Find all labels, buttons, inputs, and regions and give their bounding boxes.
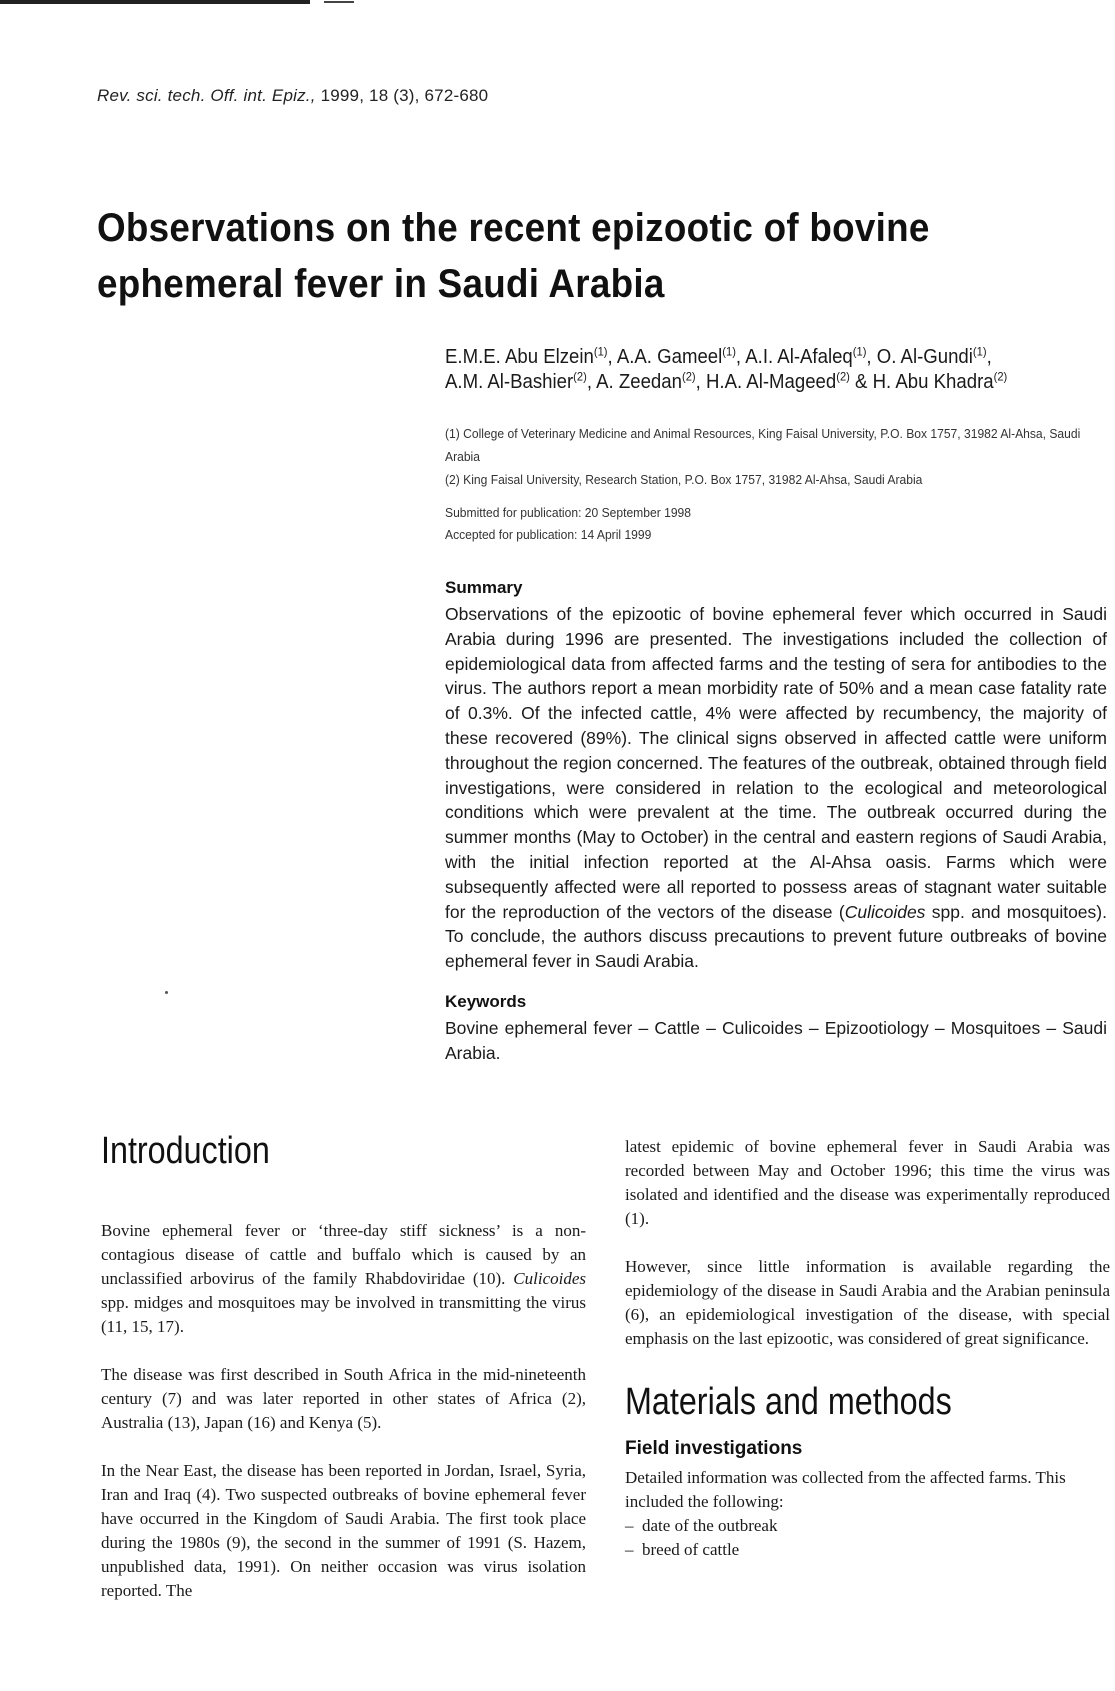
methods-heading: Materials and methods <box>625 1381 952 1423</box>
affiliation-2: (2) King Faisal University, Research Station, P.O. Box 1757, 31982 Al-Ahsa, Saudi Arabia <box>445 472 923 487</box>
accepted-date: Accepted for publication: 14 April 1999 <box>445 527 652 542</box>
right-column <box>625 1135 1110 1562</box>
author-separator: , <box>607 346 617 368</box>
intro-paragraph-5: However, since little information is available regarding the epidemiology of the disease in Saudi Arabia and the Arabian peninsula (6), an epidemiological investigation of the disease, with special emphasis on the last epizootic, was considered of great significance. <box>625 1257 1110 1348</box>
scan-speck <box>165 991 168 994</box>
affiliations <box>445 422 1087 491</box>
top-rule-short <box>324 1 354 3</box>
intro-paragraph-2: The disease was first described in South Africa in the mid-nineteenth century (7) and was later reported in other states of Africa (2), Australia (13), Japan (16) and Kenya (5). <box>101 1365 586 1432</box>
methods-list <box>625 1514 1110 1562</box>
affiliation-marker: (1) <box>722 344 736 359</box>
keywords-text: Bovine ephemeral fever – Cattle – Culicoides – Epizootiology – Mosquitoes – Saudi Arabia. <box>445 1018 1107 1063</box>
affiliation-marker: (1) <box>852 344 867 359</box>
list-item: – breed of cattle <box>625 1538 1110 1562</box>
author-separator: , <box>735 346 746 368</box>
author-list <box>445 345 1087 395</box>
author-separator: , <box>586 371 597 393</box>
intro-paragraph-3: In the Near East, the disease has been reported in Jordan, Israel, Syria, Iran and Iraq (4). Two suspected outbreaks of bovine ephemeral fever have occurred in the Kingdom of Saudi Arabia. The first took place during the 1980s (9), the second in the summer of 1991 (S. Hazem, unpublished data, 1991). On neither occasion was virus isolation reported. The <box>101 1461 586 1600</box>
publication-dates <box>445 502 1087 546</box>
author-name: A. Zeedan <box>596 371 682 393</box>
affiliation-marker: (2) <box>836 369 850 384</box>
affiliation-marker: (1) <box>972 344 987 359</box>
affiliation-marker: (2) <box>573 369 587 384</box>
affiliation-marker: (1) <box>593 344 608 359</box>
keywords-heading: Keywords <box>445 992 527 1011</box>
affiliation-1: (1) College of Veterinary Medicine and Animal Resources, King Faisal University, P.O. Box 1757, 31982 Al-Ahsa, Saudi Arabia <box>445 426 1081 464</box>
submitted-date: Submitted for publication: 20 September 1998 <box>445 505 691 520</box>
author-name: H.A. Al-Mageed <box>705 371 837 393</box>
author-name: E.M.E. Abu Elzein <box>445 346 594 368</box>
summary-heading: Summary <box>445 578 523 597</box>
paper-title: Observations on the recent epizootic of bovine ephemeral fever in Saudi Arabia <box>97 206 930 306</box>
affiliation-marker: (2) <box>681 369 696 384</box>
author-name: A.I. Al-Afaleq <box>745 346 853 368</box>
author-name: H. Abu Khadra <box>872 371 994 393</box>
intro-paragraph-4: latest epidemic of bovine ephemeral fever in Saudi Arabia was recorded between May and October 1996; this time the virus was isolated and identified and the disease was experimentally reproduced (1). <box>625 1137 1110 1228</box>
list-item: – date of the outbreak <box>625 1514 1110 1538</box>
author-separator: , <box>866 346 877 368</box>
introduction-heading: Introduction <box>101 1130 270 1172</box>
left-column <box>101 1130 586 1603</box>
running-head <box>97 86 488 106</box>
affiliation-marker: (2) <box>993 369 1008 384</box>
top-rule <box>0 0 310 4</box>
author-separator: , <box>695 371 706 393</box>
journal-name: Rev. sci. tech. Off. int. Epiz., <box>97 86 316 105</box>
author-separator: , <box>986 346 992 368</box>
methods-paragraph-1: Detailed information was collected from the affected farms. This included the following: <box>625 1468 1066 1511</box>
author-name: A.A. Gameel <box>616 346 723 368</box>
intro-paragraph-1: Bovine ephemeral fever or ‘three-day stiff sickness’ is a non-contagious disease of cattle and buffalo which is caused by an unclassified arbovirus of the family Rhabdoviridae (10). Culicoides spp. midges and mosquitoes may be involved in transmitting the virus (11, 15, 17). <box>101 1221 586 1336</box>
summary-text: Observations of the epizootic of bovine ephemeral fever which occurred in Saudi Arabia during 1996 are presented. The investigations included the collection of epidemiological data from affected farms and the testing of sera for antibodies to the virus. The authors report a mean morbidity rate of 50% and a mean case fatality rate of 0.3%. Of the infected cattle, 4% were affected by recumbency, the majority of these recovered (89%). The clinical signs observed in affected cattle were uniform throughout the region concerned. The features of the outbreak, obtained through field investigations, were considered in relation to the ecological and meteorological conditions which were prevalent at the time. The outbreak occurred during the summer months (May to October) in the central and eastern regions of Saudi Arabia, with the initial infection reported at the Al-Ahsa oasis. Farms which were subsequently affected were all reported to possess areas of stagnant water suitable for the reproduction of the vectors of the disease (Culicoides spp. and mosquitoes). To conclude, the authors discuss precautions to prevent future outbreaks of bovine ephemeral fever in Saudi Arabia. <box>445 604 1107 972</box>
field-investigations-heading: Field investigations <box>625 1438 803 1459</box>
author-name: A.M. Al-Bashier <box>445 371 574 393</box>
journal-citation: 1999, 18 (3), 672-680 <box>320 86 489 105</box>
author-separator: & <box>849 371 873 393</box>
author-name: O. Al-Gundi <box>876 346 973 368</box>
